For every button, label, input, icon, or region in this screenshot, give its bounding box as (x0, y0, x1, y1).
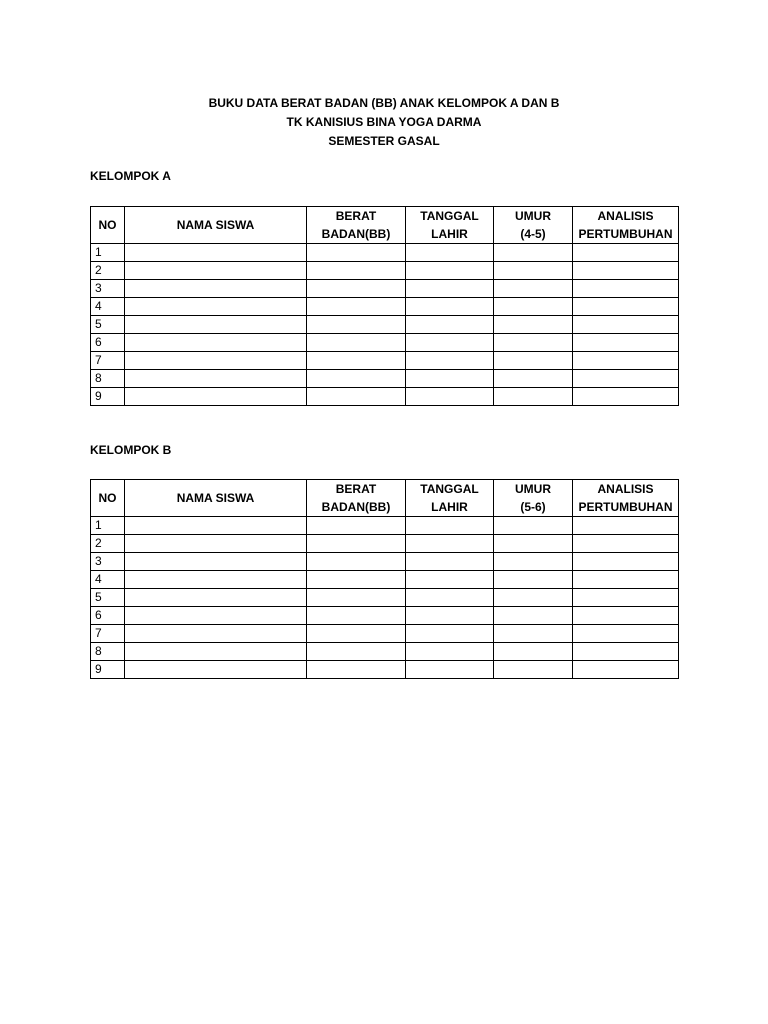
cell-no: 2 (91, 535, 125, 553)
cell-analysis[interactable] (573, 244, 679, 262)
cell-weight[interactable] (307, 316, 406, 334)
cell-dob[interactable] (406, 643, 494, 661)
header-weight-line-2: BADAN(BB) (321, 227, 391, 241)
title-line-3: SEMESTER GASAL (328, 134, 440, 148)
header-analysis-line-1: ANALISIS (597, 482, 654, 496)
cell-dob[interactable] (406, 244, 494, 262)
header-dob-line-1: TANGGAL (420, 482, 479, 496)
cell-analysis[interactable] (573, 316, 679, 334)
cell-age[interactable] (494, 607, 573, 625)
cell-age[interactable] (494, 388, 573, 406)
cell-no: 9 (91, 388, 125, 406)
header-analysis (573, 207, 679, 244)
cell-name[interactable] (125, 625, 307, 643)
group-b-table (90, 479, 679, 679)
cell-weight[interactable] (307, 661, 406, 679)
group-a-label: KELOMPOK A (90, 169, 171, 183)
table-row (91, 661, 679, 679)
cell-age[interactable] (494, 535, 573, 553)
table-row (91, 571, 679, 589)
table-body (91, 244, 679, 406)
cell-age[interactable] (494, 589, 573, 607)
header-name: NAMA SISWA (125, 207, 307, 244)
header-dob (406, 480, 494, 517)
cell-name[interactable] (125, 262, 307, 280)
cell-analysis[interactable] (573, 298, 679, 316)
cell-name[interactable] (125, 298, 307, 316)
cell-analysis[interactable] (573, 661, 679, 679)
cell-age[interactable] (494, 517, 573, 535)
header-age-line-2: (5-6) (520, 500, 546, 514)
cell-no: 1 (91, 517, 125, 535)
table-row (91, 352, 679, 370)
cell-dob[interactable] (406, 661, 494, 679)
header-weight-line-1: BERAT (335, 482, 377, 496)
cell-dob[interactable] (406, 370, 494, 388)
table-row (91, 589, 679, 607)
table-row (91, 553, 679, 571)
cell-analysis[interactable] (573, 334, 679, 352)
cell-dob[interactable] (406, 298, 494, 316)
cell-name[interactable] (125, 244, 307, 262)
cell-dob[interactable] (406, 517, 494, 535)
cell-no: 7 (91, 352, 125, 370)
cell-no: 7 (91, 625, 125, 643)
group-b-label: KELOMPOK B (90, 443, 172, 457)
header-age-line-2: (4-5) (520, 227, 546, 241)
cell-dob[interactable] (406, 280, 494, 298)
table-row (91, 607, 679, 625)
header-age-line-1: UMUR (515, 482, 551, 496)
header-no: NO (91, 480, 125, 517)
cell-dob[interactable] (406, 589, 494, 607)
cell-dob[interactable] (406, 262, 494, 280)
cell-analysis[interactable] (573, 607, 679, 625)
cell-age[interactable] (494, 298, 573, 316)
cell-dob[interactable] (406, 607, 494, 625)
header-age (494, 480, 573, 517)
cell-dob[interactable] (406, 334, 494, 352)
cell-name[interactable] (125, 643, 307, 661)
cell-analysis[interactable] (573, 625, 679, 643)
cell-weight[interactable] (307, 517, 406, 535)
cell-weight[interactable] (307, 535, 406, 553)
cell-weight[interactable] (307, 571, 406, 589)
cell-name[interactable] (125, 280, 307, 298)
title-line-1: BUKU DATA BERAT BADAN (BB) ANAK KELOMPOK A DAN B (208, 96, 560, 110)
cell-weight[interactable] (307, 625, 406, 643)
cell-name[interactable] (125, 334, 307, 352)
cell-age[interactable] (494, 625, 573, 643)
cell-no: 5 (91, 316, 125, 334)
table-row (91, 316, 679, 334)
cell-no: 4 (91, 571, 125, 589)
cell-analysis[interactable] (573, 571, 679, 589)
cell-age[interactable] (494, 280, 573, 298)
cell-analysis[interactable] (573, 535, 679, 553)
cell-dob[interactable] (406, 571, 494, 589)
cell-weight[interactable] (307, 352, 406, 370)
cell-name[interactable] (125, 352, 307, 370)
cell-analysis[interactable] (573, 643, 679, 661)
cell-weight[interactable] (307, 388, 406, 406)
cell-age[interactable] (494, 244, 573, 262)
header-analysis (573, 480, 679, 517)
header-name: NAMA SISWA (125, 480, 307, 517)
cell-weight[interactable] (307, 607, 406, 625)
cell-dob[interactable] (406, 553, 494, 571)
table-row (91, 262, 679, 280)
table-row (91, 280, 679, 298)
cell-no: 4 (91, 298, 125, 316)
cell-analysis[interactable] (573, 262, 679, 280)
cell-name[interactable] (125, 316, 307, 334)
cell-dob[interactable] (406, 535, 494, 553)
cell-no: 3 (91, 553, 125, 571)
cell-name[interactable] (125, 661, 307, 679)
cell-analysis[interactable] (573, 352, 679, 370)
table-header-row (91, 207, 679, 244)
cell-weight[interactable] (307, 244, 406, 262)
cell-name[interactable] (125, 607, 307, 625)
cell-no: 5 (91, 589, 125, 607)
header-dob-line-1: TANGGAL (420, 209, 479, 223)
cell-weight[interactable] (307, 643, 406, 661)
cell-weight[interactable] (307, 553, 406, 571)
cell-weight[interactable] (307, 589, 406, 607)
table-row (91, 643, 679, 661)
cell-age[interactable] (494, 370, 573, 388)
cell-no: 1 (91, 244, 125, 262)
cell-analysis[interactable] (573, 589, 679, 607)
cell-analysis[interactable] (573, 280, 679, 298)
cell-analysis[interactable] (573, 517, 679, 535)
cell-analysis[interactable] (573, 388, 679, 406)
cell-no: 2 (91, 262, 125, 280)
header-weight (307, 207, 406, 244)
cell-age[interactable] (494, 571, 573, 589)
cell-no: 9 (91, 661, 125, 679)
table-row (91, 517, 679, 535)
cell-dob[interactable] (406, 352, 494, 370)
header-age (494, 207, 573, 244)
header-analysis-line-2: PERTUMBUHAN (578, 500, 673, 514)
cell-name[interactable] (125, 571, 307, 589)
cell-name[interactable] (125, 370, 307, 388)
cell-age[interactable] (494, 553, 573, 571)
cell-age[interactable] (494, 643, 573, 661)
header-analysis-line-2: PERTUMBUHAN (578, 227, 673, 241)
cell-age[interactable] (494, 352, 573, 370)
table-body (91, 517, 679, 679)
header-dob-line-2: LAHIR (431, 500, 468, 514)
cell-name[interactable] (125, 589, 307, 607)
cell-age[interactable] (494, 262, 573, 280)
cell-age[interactable] (494, 661, 573, 679)
cell-dob[interactable] (406, 316, 494, 334)
cell-no: 8 (91, 643, 125, 661)
header-no: NO (91, 207, 125, 244)
cell-weight[interactable] (307, 262, 406, 280)
cell-age[interactable] (494, 334, 573, 352)
group-a-table (90, 206, 679, 406)
cell-name[interactable] (125, 553, 307, 571)
header-dob (406, 207, 494, 244)
cell-name[interactable] (125, 517, 307, 535)
cell-dob[interactable] (406, 625, 494, 643)
table-row (91, 388, 679, 406)
header-analysis-line-1: ANALISIS (597, 209, 654, 223)
cell-dob[interactable] (406, 388, 494, 406)
table-row (91, 334, 679, 352)
header-weight (307, 480, 406, 517)
cell-weight[interactable] (307, 370, 406, 388)
cell-no: 6 (91, 334, 125, 352)
cell-name[interactable] (125, 388, 307, 406)
table-row (91, 244, 679, 262)
table-header-row (91, 480, 679, 517)
cell-no: 8 (91, 370, 125, 388)
cell-age[interactable] (494, 316, 573, 334)
cell-name[interactable] (125, 535, 307, 553)
cell-analysis[interactable] (573, 553, 679, 571)
title-line-2: TK KANISIUS BINA YOGA DARMA (286, 115, 482, 129)
cell-weight[interactable] (307, 334, 406, 352)
header-dob-line-2: LAHIR (431, 227, 468, 241)
cell-analysis[interactable] (573, 370, 679, 388)
table-row (91, 625, 679, 643)
table-row (91, 535, 679, 553)
header-weight-line-1: BERAT (335, 209, 377, 223)
cell-weight[interactable] (307, 280, 406, 298)
table-row (91, 298, 679, 316)
cell-no: 6 (91, 607, 125, 625)
cell-weight[interactable] (307, 298, 406, 316)
cell-no: 3 (91, 280, 125, 298)
document-title (0, 94, 768, 151)
table-row (91, 370, 679, 388)
header-weight-line-2: BADAN(BB) (321, 500, 391, 514)
header-age-line-1: UMUR (515, 209, 551, 223)
